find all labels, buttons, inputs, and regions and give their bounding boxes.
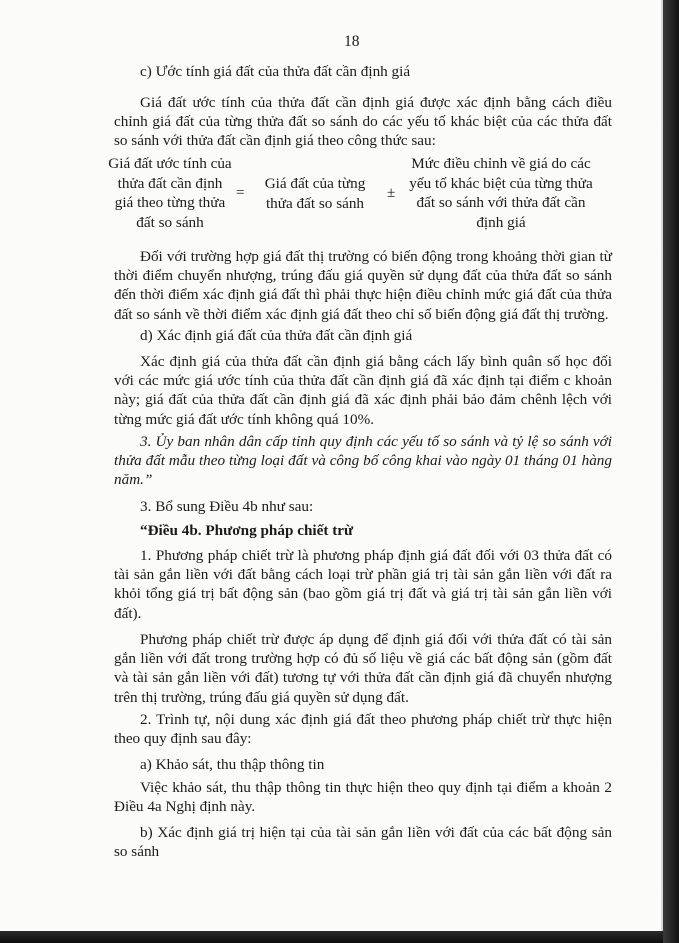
price-formula [108, 154, 612, 234]
article-4b-paragraph-1: 1. Phương pháp chiết trừ là phương pháp định giá đất đối với 03 thửa đất có tài sản gắn liền với đất bằng cách loại trừ phần giá trị tài sản gắn liền với đất ra khỏi tổng giá trị bất động sản (bao gồm giá trị đất và giá trị tài sản gắn liền với đất). [114, 547, 612, 622]
page-number: 18 [344, 33, 360, 50]
formula-estimated-price: Giá đất ước tính của thửa đất cần định giá theo từng thửa đất so sánh [108, 155, 232, 231]
page-shadow-bottom [0, 931, 663, 943]
market-change-paragraph: Đối với trường hợp giá đất thị trường có biến động trong khoảng thời gian từ thời điểm chuyển nhượng, trúng đấu giá quyền sử dụng đất của thửa đất so sánh đến thời điểm xác định giá đất thì phải thực hiện điều chỉnh mức giá đất của thửa đất so sánh về thời điểm xác định giá đất theo chỉ số biến động giá đất thị trường. [114, 248, 612, 323]
supplement-heading: 3. Bổ sung Điều 4b như sau: [140, 498, 314, 515]
article-4b-item-a-heading: a) Khảo sát, thu thập thông tin [140, 756, 325, 773]
formula-adjustment: Mức điều chỉnh về giá do các yếu tố khác biệt của từng thửa đất so sánh với thửa đất cần định giá [409, 155, 593, 231]
section-d-heading: d) Xác định giá đất của thửa đất cần định giá [140, 327, 413, 344]
article-4b-item-a-paragraph: Việc khảo sát, thu thập thông tin thực hiện theo quy định tại điểm a khoản 2 Điều 4a Nghị định này. [114, 779, 612, 816]
formula-plus-minus-sign: ± [387, 185, 396, 201]
formula-comparable-price: Giá đất của từng thửa đất so sánh [264, 175, 366, 212]
formula-equals-sign: = [236, 185, 245, 201]
item-3-italic-paragraph: 3. Ủy ban nhân dân cấp tỉnh quy định các yếu tố so sánh và tỷ lệ so sánh với thửa đất mẫu theo từng loại đất và công bố công khai vào ngày 01 tháng 01 hàng năm.” [114, 433, 612, 489]
section-c-paragraph: Giá đất ước tính của thửa đất cần định giá được xác định bằng cách điều chỉnh giá đất của từng thửa đất so sánh do các yếu tố khác biệt của các thửa đất so sánh với thửa đất cần định giá theo công thức sau: [114, 94, 612, 150]
article-4b-paragraph-3: 2. Trình tự, nội dung xác định giá đất theo phương pháp chiết trừ thực hiện theo quy định sau đây: [114, 711, 612, 748]
section-c-heading: c) Ước tính giá đất của thửa đất cần định giá [140, 63, 411, 80]
page-shadow-right [663, 0, 679, 943]
article-4b-paragraph-2: Phương pháp chiết trừ được áp dụng để định giá đối với thửa đất có tài sản gắn liền với đất trong trường hợp có đủ số liệu về giá các bất động sản (gồm đất và tài sản gắn liền với đất) tương tự với thửa đất cần định giá đã chuyển nhượng trên thị trường, trúng đấu giá quyền sử dụng đất. [114, 631, 612, 706]
article-4b-item-b-heading: b) Xác định giá trị hiện tại của tài sản gắn liền với đất của các bất động sản so sánh [114, 824, 612, 861]
article-4b-title: “Điều 4b. Phương pháp chiết trừ [140, 522, 354, 539]
section-d-paragraph: Xác định giá của thửa đất cần định giá bằng cách lấy bình quân số học đối với các mức giá ước tính của thửa đất cần định giá đã xác định tại điểm c khoản này; giá đất của thửa đất cần định giá đã xác định phải bảo đảm chênh lệch với từng mức giá đất ước tính không quá 10%. [114, 353, 612, 428]
